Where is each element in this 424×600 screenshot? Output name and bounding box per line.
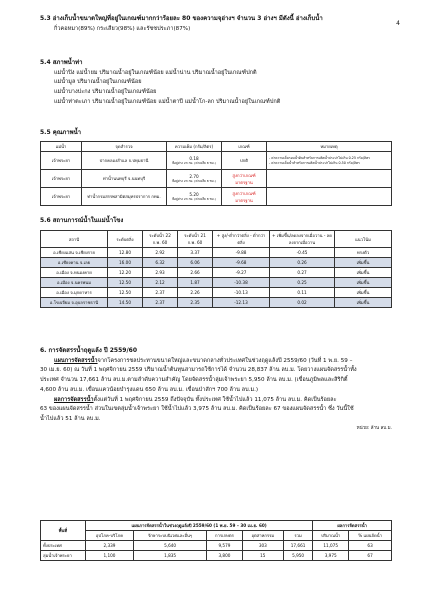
col-header: ความเค็ม (กรัม/ลิตร) xyxy=(167,142,222,152)
plan-label: แผนการจัดสรรน้ำ xyxy=(54,357,98,364)
col-header: + เพิ่มขึ้น/ลดลงจากเมื่อวาน - ลดลงจากเมื่อวาน xyxy=(270,231,335,248)
col-header: ผลการจัดสรรน้ำ xyxy=(313,521,392,531)
section-5-5-title: 5.5 คุณภาพน้ำ xyxy=(40,129,82,136)
col-header: สถานี xyxy=(41,231,108,248)
table-row: เจ้าพระยา ท่าน้ำกรมสรรพสามิตสมุทรปราการ กทม. 5.20 ที่อยู่ห่าง 23 กม. (ค่าเฉลี่ย 8 ชม.) สูงกว่าเกณฑ์มาตรฐาน xyxy=(41,188,392,206)
col-header: ระดับตลิ่ง xyxy=(108,231,143,248)
col-header: + สูง/-ต่ำกว่าตลิ่ง - ต่ำกว่าตลิ่ง xyxy=(213,231,270,248)
section-5-4 xyxy=(40,58,400,108)
table-row: อ.เชียงแสน จ.เชียงราย 12.80 2.92 3.37 -9.88 -0.45 ทรงตัว xyxy=(41,248,392,258)
col-header: ระดับน้ำ 21 ก.พ. 60 xyxy=(178,231,213,248)
river-line: แม่น้ำปิง แม่น้ำยม ปริมาณน้ำอยู่ในเกณฑ์น้อย แม่น้ำน่าน ปริมาณน้ำอยู่ในเกณฑ์ปกติ xyxy=(54,69,257,76)
table-row: อ.เมือง จ.หนองคาย 12.20 2.93 2.66 -9.27 0.27 เพิ่มขึ้น xyxy=(41,268,392,278)
col-header: ระดับน้ำ 22 ก.พ. 60 xyxy=(143,231,178,248)
section-5-3-line1: 5.3 อ่างเก็บน้ำขนาดใหญ่ที่อยู่ในเกณฑ์มากกว่าร้อยละ 80 ของความจุอ่างฯ จำนวน 3 อ่างฯ มีดังนี้ อ่างเก็บน้ำ xyxy=(40,15,323,22)
table-row: เจ้าพระยา ท่าน้ำนนทบุรี จ.นนทบุรี 2.70 ที่อยู่ห่าง 23 กม. (ค่าเฉลี่ย 8 ชม.) สูงกว่าเกณฑ์มาตรฐาน xyxy=(41,170,392,188)
col-header: พื้นที่ xyxy=(41,521,86,541)
river-line: แม่น้ำบางปะกง ปริมาณน้ำอยู่ในเกณฑ์น้อย xyxy=(54,89,157,96)
result-label: ผลการจัดสรรน้ำ xyxy=(54,396,94,403)
section-6-title: 6. การจัดสรรน้ำฤดูแล้ง ปี 2559/60 xyxy=(40,347,137,354)
table-row: อ.เมือง จ.มุกดาหาร 12.50 2.37 2.26 -10.13 0.11 เพิ่มขึ้น xyxy=(41,288,392,298)
page-number: 4 xyxy=(396,20,400,27)
allocation-table: พื้นที่ แผนการจัดสรรน้ำในช่วงฤดูแล้งปี 2559/60 (1 พ.ย. 59 – 30 เม.ย. 60) ผลการจัดสรรน้ำ อุปโภค-บริโภค รักษาระบบนิเวศและอื่นๆ การเกษตร อุตสาหกรรม รวม ปริมาณน้ำ % แผนจัดน้ำ ทั้งประเทศ 2,339 5,640 9,579 303 17,661 11,075 63 ลุ่มน้ำเจ้าพระยา 1,100 1,835 3,800 15 5,950 3,975 67 xyxy=(40,520,392,561)
unit-label: หน่วย: ล้าน ลบ.ม. xyxy=(356,425,392,431)
water-quality-table xyxy=(40,141,392,206)
mekong-table xyxy=(40,230,392,308)
table-row: อ.เชียงคาน จ.เลย 16.00 6.32 6.06 -9.68 0.26 เพิ่มขึ้น xyxy=(41,258,392,268)
col-header: แนวโน้ม xyxy=(335,231,392,248)
table-row: อ.เมือง จ.นครพนม 12.50 2.12 1.87 -10.38 0.25 เพิ่มขึ้น xyxy=(41,278,392,288)
table-row: อ.โขงเจียม จ.อุบลราชธานี 14.50 2.37 2.35 -12.13 0.02 เพิ่มขึ้น xyxy=(41,298,392,308)
table-row: ทั้งประเทศ 2,339 5,640 9,579 303 17,661 11,075 63 xyxy=(41,541,392,551)
section-5-4-title: 5.4 สภาพน้ำท่า xyxy=(40,59,83,66)
col-header: แม่น้ำ xyxy=(41,142,82,152)
col-header: เกณฑ์ xyxy=(222,142,267,152)
river-line: แม่น้ำท่าตะเภา ปริมาณน้ำอยู่ในเกณฑ์น้อย แม่น้ำตาปี แม่น้ำโก-ลก ปริมาณน้ำอยู่ในเกณฑ์ปกติ xyxy=(54,98,281,105)
section-5-6-title: 5.6 สถานการณ์น้ำในแม่น้ำโขง xyxy=(40,217,124,224)
section-5-3 xyxy=(40,14,400,34)
section-6: 6. การจัดสรรน้ำฤดูแล้ง ปี 2559/60 แผนการจัดสรรน้ำจากโครงการชลประทานขนาดใหญ่และขนาดกลางทั่วประเทศในช่วงฤดูแล้งปี 2559/60 (วันที่ 1 พ.ย. 59 – 30 เม.ย. 60) ณ วันที่ 1 พฤศจิกายน 2559 ปริมาณน้ำต้นทุนสามารถใช้การได้ จำนวน 28,837 ล้าน ลบ.ม. โดยวางแผนจัดสรรน้ำทั้ง ประเทศ จำนวน 17,661 ล้าน ลบ.ม.ตามลำดับความสำคัญ โดยจัดสรรน้ำลุ่มเจ้าพระยา 5,950 ล้าน ลบ.ม. (เขื่อนภูมิพลและสิริกิติ์ 4,600 ล้าน ลบ.ม. เขื่อนแควน้อยบำรุงแดน 650 ล้าน ลบ.ม. เขื่อนป่าสักฯ 700 ล้าน ลบ.ม.) ผลการจัดสรรน้ำตั้งแต่วันที่ 1 พฤศจิกายน 2559 ถึงปัจจุบัน ทั้งประเทศ ใช้น้ำไปแล้ว 11,075 ล้าน ลบ.ม. คิดเป็นร้อยละ 63 ของแผนจัดสรรน้ำ ส่วนในเขตลุ่มน้ำเจ้าพระยา ใช้น้ำไปแล้ว 3,975 ล้าน ลบ.ม. คิดเป็นร้อยละ 67 ของแผนจัดสรรน้ำ ซึ่ง วันนี้ใช้ น้ำไปแล้ว 51 ล้าน ลบ.ม. หน่วย: ล้าน ลบ.ม. xyxy=(40,347,392,431)
col-header: จุดสำรวจ xyxy=(82,142,167,152)
river-line: แม่น้ำมูล ปริมาณน้ำอยู่ในเกณฑ์น้อย xyxy=(54,79,142,86)
table-row: ลุ่มน้ำเจ้าพระยา 1,100 1,835 3,800 15 5,950 3,975 67 xyxy=(41,551,392,561)
section-5-3-line2: กิ่วคอหมา(89%) กระเสียว(98%) และรัชชประภา(87%) xyxy=(54,25,191,32)
table-row: เจ้าพระยา ปากคลองสำแล จ.ปทุมธานี 0.18 ที่อยู่ห่าง 23 กม. (ค่าเฉลี่ย 8 ชม.) ปกติ - ค่าความเค็มรอบน้ำดิบสำหรับการผลิตน้ำประปาไม่เกิน 0.25 กรัม/ลิตร - ค่าความเค็มน้ำสำหรับการผลิตน้ำประปาไม่เกิน 0.50 กรัม/ลิตร xyxy=(41,152,392,170)
col-header: แผนการจัดสรรน้ำในช่วงฤดูแล้งปี 2559/60 (1 พ.ย. 59 – 30 เม.ย. 60) xyxy=(86,521,313,531)
col-header: หมายเหตุ xyxy=(267,142,392,152)
